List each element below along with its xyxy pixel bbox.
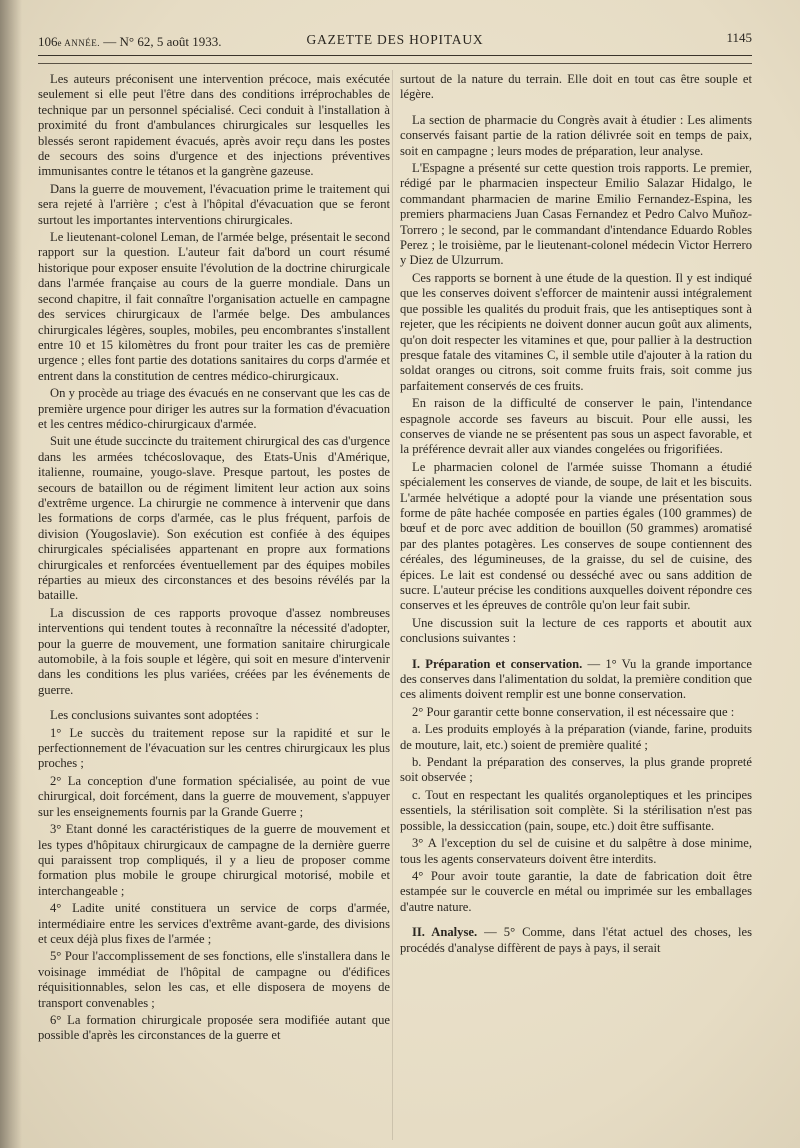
section-heading: I. Préparation et conservation. <box>412 656 583 671</box>
column-divider <box>392 70 393 1140</box>
conclusion-item: 6° La formation chirurgicale proposée sera modifiée autant que possible d'après les circonstances de la guerre et <box>38 1012 390 1043</box>
paragraph: Le pharmacien colonel de l'armée suisse Thomann a étudié spécialement les conserves de viande, de soupe, de lait et les biscuits. L'armée helvétique a adopté pour la viande une présentation sous forme de pâte hachée composée en parties égales (100 grammes) de bœuf et de porc avec addition de bouillon (50 grammes) aromatisé par des plantes potagères. Les conserves de soupe contiennent des céréales, des légumineuses, de la graisse, du sel de cuisine, des épices. Le lait est condensé ou desséché avec ou sans addition de sucre. L'auteur précise les conditions auxquelles doivent répondre ces conserves et les épreuves de contrôle qu'on leur fait subir. <box>400 459 752 613</box>
conclusion-item: 5° Pour l'accomplissement de ses fonctions, elle s'installera dans le voisinage immédiat de l'hôpital de campagne ou d'édifices réquisitionnables, selon les cas, et elle disposera de moyens de transport convenables ; <box>38 949 390 1010</box>
paragraph: On y procède au triage des évacués en ne conservant que les cas de première urgence pour diriger les autres sur la formation d'évacuation et les centres médico-chirurgicaux d'armée. <box>38 386 390 431</box>
issue-number-date: — N° 62, 5 août 1933. <box>100 34 222 49</box>
paragraph: En raison de la difficulté de conserver le pain, l'intendance espagnole accorde ses faveurs au biscuit. Pour elle aussi, les conserves de viande ne se présentent pas sous un aspect favorable, et la préférence devrait aller aux viandes congelées ou frigorifiées. <box>400 396 752 457</box>
conclusion-item: 4° Ladite unité constituera un service de corps d'armée, intermédiaire entre les services d'extrême avant-garde, des divisions et ceux déjà plus fixes de l'armée ; <box>38 901 390 946</box>
conclusion-item: 3° Etant donné les caractéristiques de la guerre de mouvement et les types d'hôpitaux chirurgicaux de campagne de la dernière guerre qui paraissent trop compliqués, il y a lieu de proposer comme formation plus mobile le groupe chirurgical motorisé, mobile et interchangeable ; <box>38 822 390 898</box>
paragraph: Les conclusions suivantes sont adoptées : <box>50 708 259 723</box>
section-text: — 1° Vu la grande importance des conserves dans l'alimentation du soldat, la première condition que ces aliments doivent remplir est une bonne conservation. <box>400 656 752 702</box>
section-paragraph <box>400 925 752 956</box>
header-rule-thin <box>38 63 752 64</box>
list-item: a. Les produits employés à la préparation (viande, farine, produits de mouture, lait, etc.) soient de première qualité ; <box>400 722 752 752</box>
section-paragraph <box>400 657 752 703</box>
section-text: — 5° Comme, dans l'état actuel des choses, les procédés d'analyse diffèrent de pays à pays, il serait <box>400 925 752 955</box>
conclusion-item: 2° La conception d'une formation spécialisée, au point de vue chirurgical, doit forcément, dans la guerre de mouvement, s'appuyer sur les enseignements fournis par la Grande Guerre ; <box>38 773 390 819</box>
binding-shadow <box>0 0 22 1148</box>
page-number: 1145 <box>726 30 752 45</box>
paragraph: Les auteurs préconisent une intervention précoce, mais exécutée seulement si elle peut l'être dans des conditions irréprochables de technique par un personnel spécialisé. Ceci conduit à l'installation à proximité du front d'ambulances chirurgicales sur lesquelles les blessés seront rapidement évacués, après avoir reçu dans les postes de secours des soins d'urgence et des injections préventives immunisantes contre le tétanos et la gangrène gazeuse. <box>38 72 390 179</box>
paragraph: L'Espagne a présenté sur cette question trois rapports. Le premier, rédigé par le pharmacien inspecteur Emilio Salazar Hidalgo, le commandant pharmacien de marine Emilio Fernandez-Espina, les premiers pharmaciens Juan Casas Fernandez et Pedro Calvo Muñoz-Torrero ; le second, par le commandant d'intendance Eduardo Robles Perez ; le troisième, par le lieutenant-colonel médecin Victor Herrero y Diez de Ulzurrum. <box>400 161 752 268</box>
paragraph: Dans la guerre de mouvement, l'évacuation prime le traitement qui sera rejeté à l'arrière ; c'est à l'hôpital d'évacuation que se feront surtout les importantes interventions chirurgicales. <box>38 181 390 227</box>
year-number: 106 <box>38 34 58 49</box>
paragraph: 4° Pour avoir toute garantie, la date de fabrication doit être estampée sur le couvercle en métal ou imprimée sur les emballages d'autre nature. <box>400 868 752 914</box>
paragraph: 2° Pour garantir cette bonne conservation, il est nécessaire que : <box>412 704 735 719</box>
paragraph: La section de pharmacie du Congrès avait à étudier : Les aliments conservés faisant partie de la ration délivrée soit en temps de paix, soit en campagne ; leurs modes de préparation, leur analyse. <box>400 112 752 158</box>
header-rule-thick <box>38 55 752 56</box>
journal-title: GAZETTE DES HOPITAUX <box>306 32 484 47</box>
paragraph: surtout de la nature du terrain. Elle doit en tout cas être souple et légère. <box>400 72 752 102</box>
paragraph: La discussion de ces rapports provoque d'assez nombreuses interventions qui tendent toutes à reconnaître la nécessité d'adopter, pour la guerre de mouvement, une formation sanitaire chirurgicale automobile, à la fois souple et légère, qui soit en mesure d'intervenir dans les conditions les plus variées, créées par les événements de guerre. <box>38 605 390 697</box>
list-item: b. Pendant la préparation des conserves, la plus grande propreté soit observée ; <box>400 755 752 785</box>
page-header <box>38 32 752 52</box>
paragraph: Une discussion suit la lecture de ces rapports et aboutit aux conclusions suivantes : <box>400 615 752 646</box>
right-column <box>400 72 752 958</box>
conclusion-item: 1° Le succès du traitement repose sur la rapidité et sur le perfectionnement de l'évacuation sur les centres chirurgicaux les plus proches ; <box>38 725 390 771</box>
year-suffix: e ANNÉE. <box>57 38 100 48</box>
paragraph: Le lieutenant-colonel Leman, de l'armée belge, présentait le second rapport sur la question. L'auteur fait da'bord un court résumé historique pour exposer ensuite l'évolution de la doctrine chirurgicale dans l'armée française au cours de la guerre mondiale. Dans un second chapitre, il fait connaître l'organisation actuelle en campagne des services chirurgicaux de l'armée belge. Des ambulances chirurgicales légères, souples, mobiles, peu encombrantes s'installent entre 10 et 15 kilomètres du front pour traiter les cas de première urgence ; elles font partie des dotations sanitaires du corps d'armée et entrent dans la constitution de centres médico-chirurgicaux. <box>38 230 390 383</box>
left-column <box>38 72 390 1046</box>
section-heading: II. Analyse. <box>412 925 478 940</box>
paragraph: Suit une étude succincte du traitement chirurgical des cas d'urgence dans les armées tchécoslovaque, des Etats-Unis d'Amérique, italienne, roumaine, yougo-slave. Presque partout, les postes de secours de bataillon ou de régiment limitent leur action aux soins d'extrême urgence. La chirurgie ne commence à intervenir que dans les formations de corps d'armée, cas le plus fréquent, parfois de division (Yougoslavie). Son exécution est confiée à des équipes chirurgicales spécialisées appartenant en propre aux formations chirurgicales et renforcées éventuellement par des équipes mobiles réparties au mieux des circonstances et des besoins révélés par la bataille. <box>38 434 390 603</box>
paragraph: 3° A l'exception du sel de cuisine et du salpêtre à dose minime, tous les agents conservateurs doivent être interdits. <box>400 836 752 866</box>
list-item: c. Tout en respectant les qualités organoleptiques et les principes essentiels, la stérilisation soit complète. Si la stérilisation n'est pas possible, la dessiccation (pain, soupe, etc.) doit être suffisante. <box>400 787 752 833</box>
paragraph: Ces rapports se bornent à une étude de la question. Il y est indiqué que les conserves doivent s'efforcer de maintenir aussi intégralement que possible les qualités du produit frais, que les antiseptiques sont à rejeter, que les récipients ne doivent donner aucun goût aux aliments, qu'on doit respecter les vitamines et que, pour pallier à la destruction presque fatale des vitamines C, il semble utile d'ajouter à la ration du soldat oranges ou citrons, soit comme fruits frais, soit comme jus parfaitement conservés de ces fruits. <box>400 270 752 393</box>
